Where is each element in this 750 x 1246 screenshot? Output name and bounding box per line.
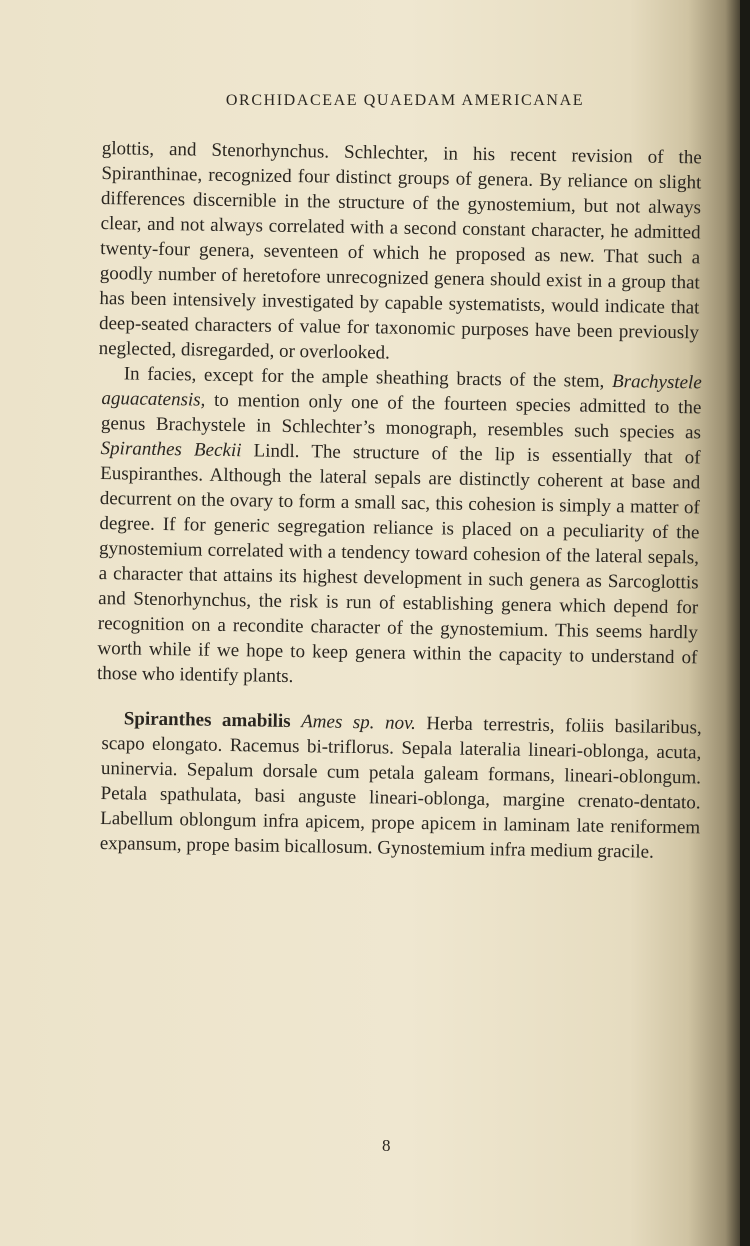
paragraph-facies-text-1: In facies, except for the ample sheathing bracts of the stem, <box>123 363 613 393</box>
species-description <box>100 706 702 865</box>
species-author: Ames sp. nov. <box>300 711 416 734</box>
species-name: Spiranthes amabilis <box>123 708 291 732</box>
taxon-brachystele-aguacatensis: Brachystele aguacatensis, <box>101 371 702 411</box>
paragraph-facies-text-3: Lindl. The structure of the lip is essentially that of Euspiranthes. Although the lateral sepals are distinctly coherent at base and decurrent on the ovary to form a small sac, this cohesion is simply a matter of degree. If for generic segregation reliance is placed on a peculiarity of the gynostemium correlated with a tendency toward cohesion of the lateral sepals, a character that attains its highest development in such genera as Sarcoglottis and Stenorhynchus, the risk is run of establishing genera which depend for recognition on a recondite character of the gynostemium. This seems hardly worth while if we hope to keep genera within the capacity to understand of those who identify plants. <box>96 440 701 688</box>
paragraph-facies-text-2: to mention only one of the fourteen species admitted to the genus Brachystele in Schlechter’s monograph, resembles such species as <box>100 389 702 444</box>
paragraph-continued: glottis, and Stenorhynchus. Schlechter, in his recent revision of the Spiranthinae, recognized four distinct groups of genera. By reliance on slight differences discernible in the structure of the gynostemium, but not always clear, and not always correlated with a second constant character, he admitted twenty-four genera, seventeen of which he proposed as new. That such a goodly number of heretofore unrecognized genera should exist in a group that has been intensively investigated by capable systematists, would indicate that deep-seated characters of value for taxonomic purposes have been previously neglected, disregarded, or overlooked. <box>98 137 702 364</box>
taxon-spiranthes-beckii: Spiranthes Beckii <box>100 437 242 462</box>
paragraph-facies <box>97 361 702 695</box>
body-text <box>96 136 702 863</box>
species-latin-diagnosis: Herba terrestris, foliis basilaribus, scapo elongato. Racemus bi-triflorus. Sepala lateralia lineari-oblonga, acuta, uninervia. Sepalum dorsale cum petala galeam formans, lineari-oblongum. Petala spathulata, basi anguste lineari-oblonga, margine crenato-dentato. Labellum oblongum infra apicem, prope apicem in laminam late reniformem expansum, prope basim bicallosum. Gynostemium infra medium gracile. <box>99 713 702 863</box>
page-number: 8 <box>382 1136 391 1155</box>
running-header: ORCHIDACEAE QUAEDAM AMERICANAE <box>225 92 585 109</box>
